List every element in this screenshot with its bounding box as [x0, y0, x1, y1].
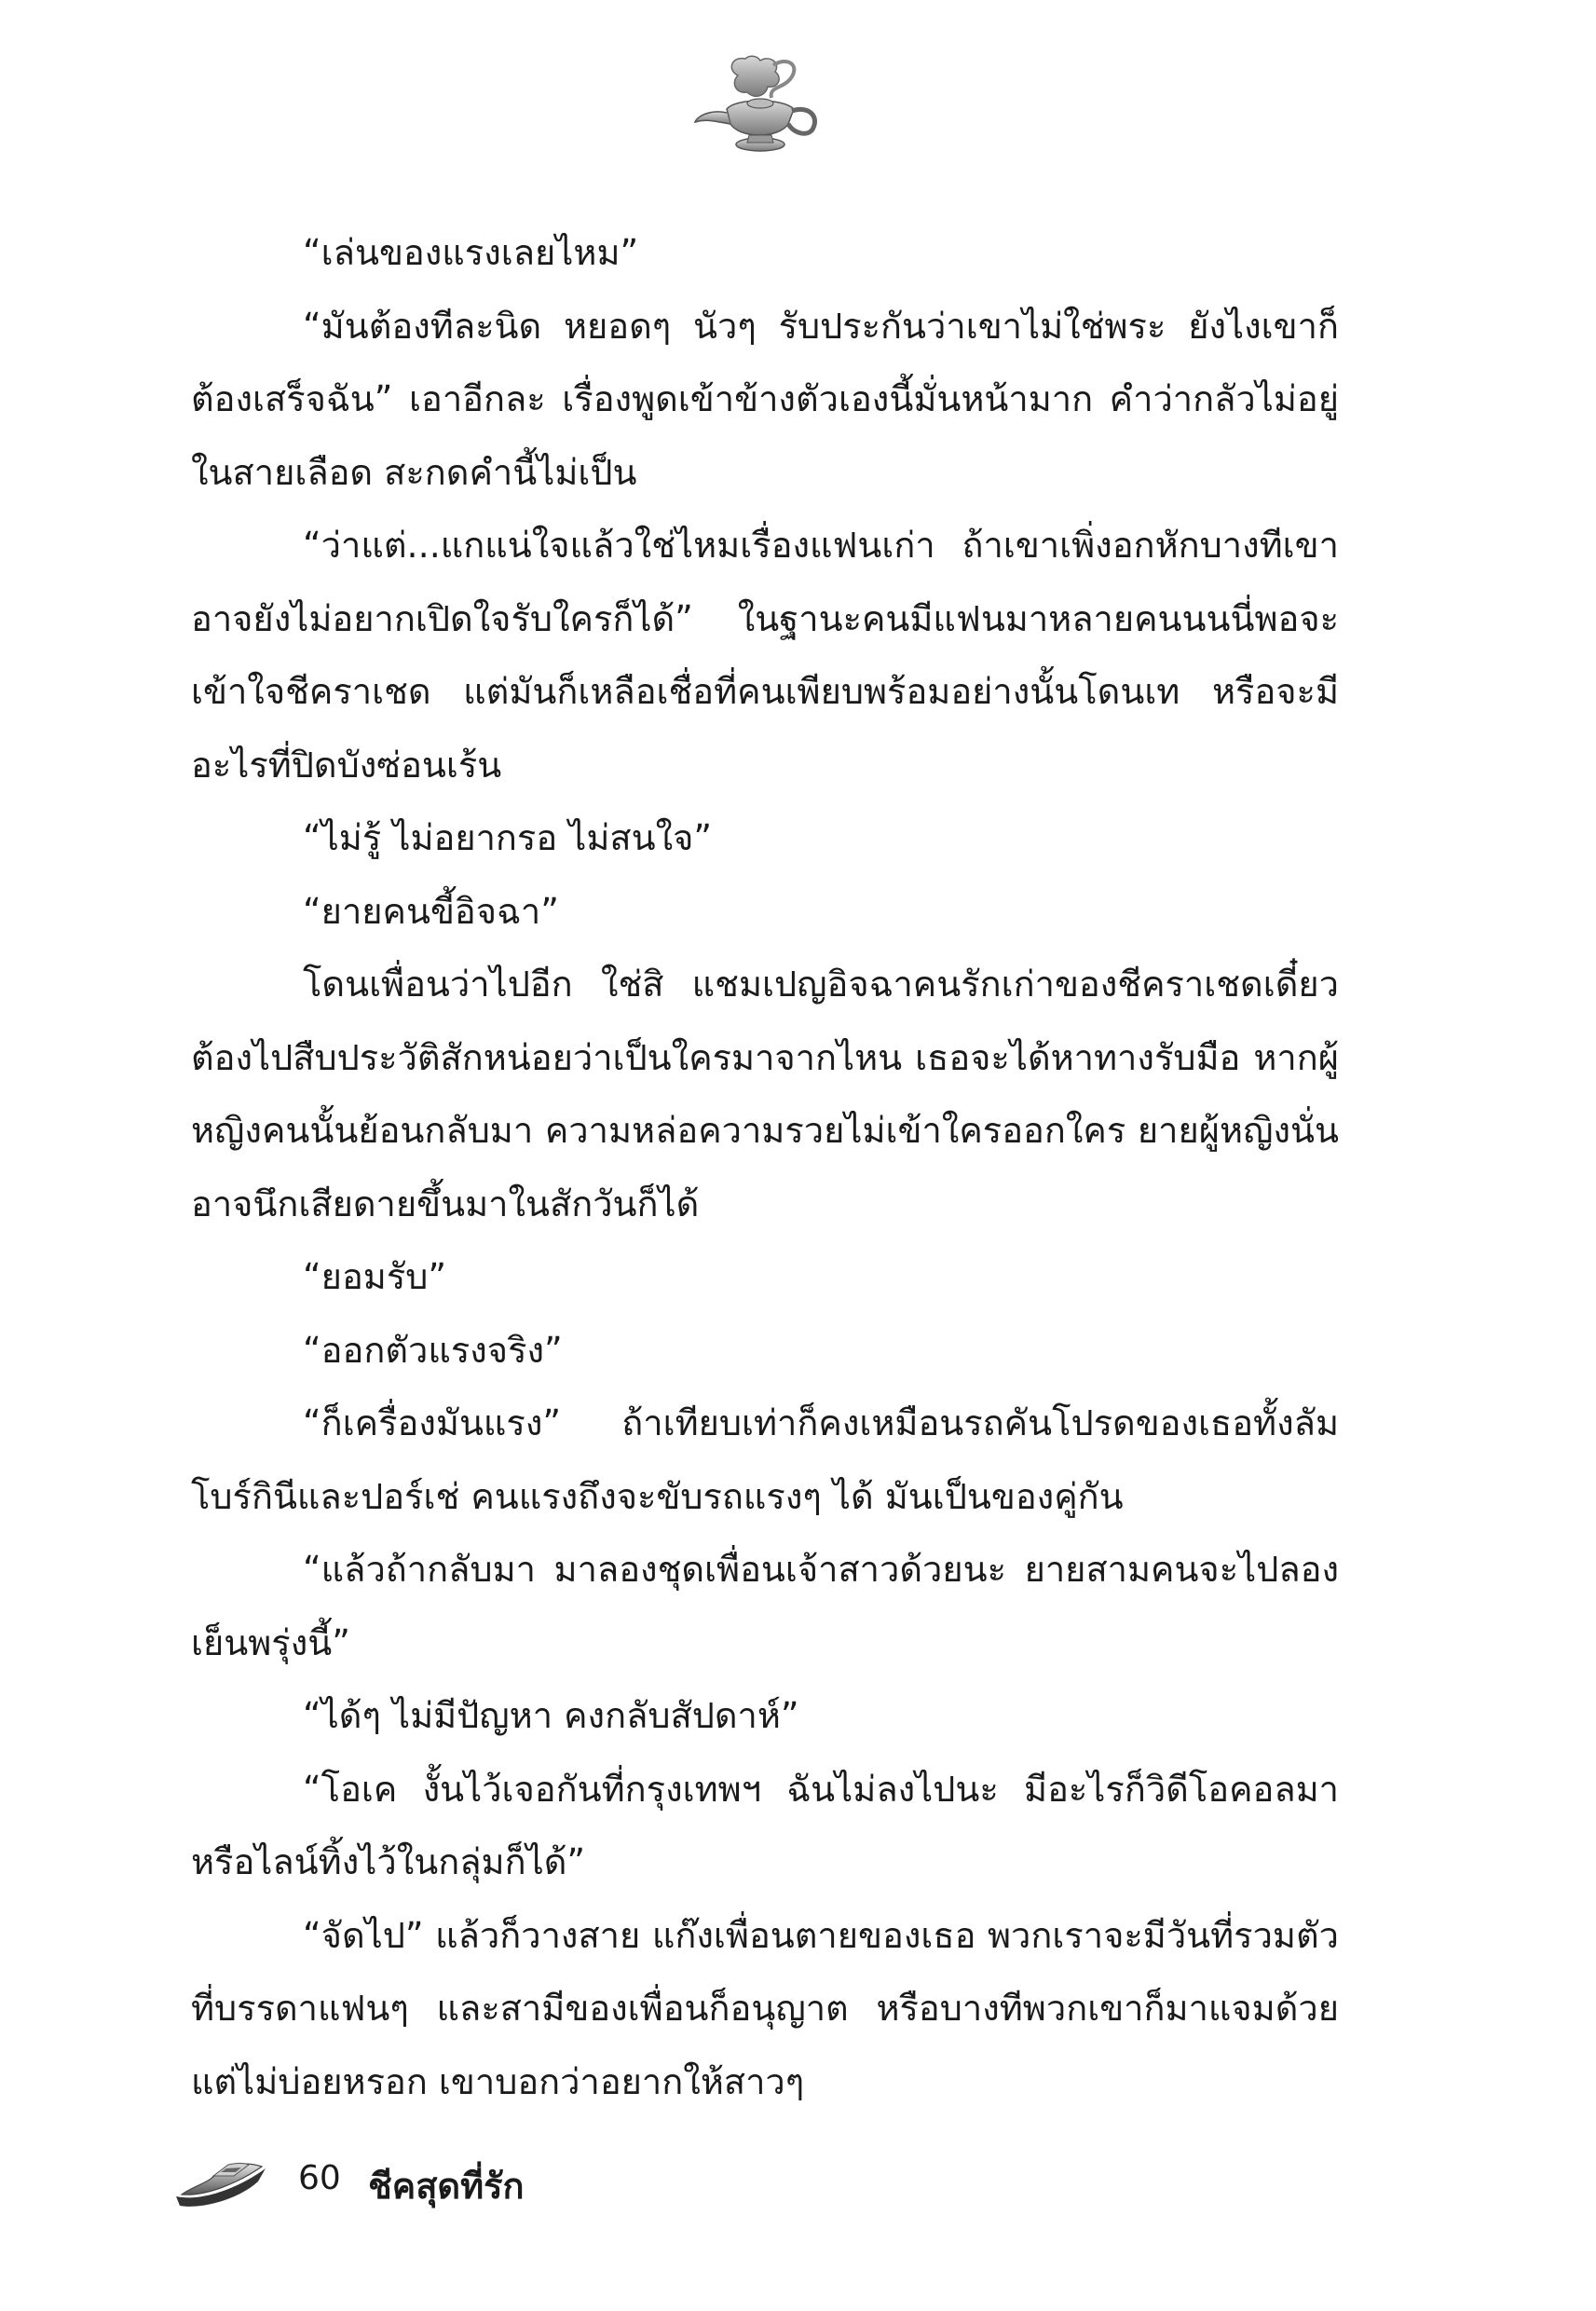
book-title: ชีคสุดที่รัก — [368, 2166, 525, 2207]
paragraph: “ออกตัวแรงจริง” — [303, 1329, 563, 1371]
paragraph: “เล่นของแรงเลยไหม” — [303, 232, 639, 273]
yacht-icon — [172, 2148, 270, 2213]
paragraph: “แล้วถ้ากลับมา มาลองชุดเพื่อนเจ้าสาวด้วยนะ ยายสามคนจะไปลองเย็นพรุ่งนี้” — [191, 1549, 1339, 1663]
paragraph: “มันต้องทีละนิด หยอดๆ นัวๆ รับประกันว่าเขาไม่ใช่พระ ยังไงเขาก็ต้องเสร็จฉัน” เอาอีกละ เรื่องพูดเข้าข้างตัวเองนี้มั่นหน้ามาก คำว่ากลัวไม่อยู่ในสายเลือด สะกดคำนี้ไม่เป็น — [191, 305, 1339, 493]
paragraph: “ก็เครื่องมันแรง” ถ้าเทียบเท่าก็คงเหมือนรถคันโปรดของเธอทั้งลัมโบร์กินีและปอร์เช่ คนแรงถึงจะขับรถแรงๆ ได้ มันเป็นของคู่กัน — [191, 1402, 1339, 1517]
paragraph: “ไม่รู้ ไม่อยากรอ ไม่สนใจ” — [303, 817, 713, 858]
paragraph: “ยอมรับ” — [303, 1256, 447, 1297]
paragraph: “จัดไป” แล้วก็วางสาย แก๊งเพื่อนตายของเธอ พวกเราจะมีวันที่รวมตัวที่บรรดาแฟนๆ และสามีของเพื่อนก็อนุญาต หรือบางทีพวกเขาก็มาแจมด้วย แต่ไม่บ่อยหรอก เขาบอกว่าอยากให้สาวๆ — [191, 1914, 1339, 2102]
body-text — [191, 216, 1339, 2118]
genie-lamp-icon — [689, 51, 829, 163]
paragraph: “ว่าแต่...แกแน่ใจแล้วใช่ไหมเรื่องแฟนเก่า ถ้าเขาเพิ่งอกหักบางทีเขาอาจยังไม่อยากเปิดใจรับใครก็ได้” ในฐานะคนมีแฟนมาหลายคนนนนี่พอจะเข้าใจชีคราเชด แต่มันก็เหลือเชื่อที่คนเพียบพร้อมอย่างนั้นโดนเท หรือจะมีอะไรที่ปิดบังซ่อนเร้น — [191, 525, 1339, 786]
paragraph: “ได้ๆ ไม่มีปัญหา คงกลับสัปดาห์” — [303, 1695, 799, 1736]
page-number: 60 — [298, 2159, 341, 2197]
page-footer — [172, 2148, 731, 2213]
paragraph: “โอเค งั้นไว้เจอกันที่กรุงเทพฯ ฉันไม่ลงไปนะ มีอะไรก็วิดีโอคอลมา หรือไลน์ทิ้งไว้ในกลุ่มก็ได้” — [191, 1768, 1339, 1882]
paragraph: โดนเพื่อนว่าไปอีก ใช่สิ แชมเปญอิจฉาคนรักเก่าของชีคราเชดเดี๋ยวต้องไปสืบประวัติสักหน่อยว่าเป็นใครมาจากไหน เธอจะได้หาทางรับมือ หากผู้หญิงคนนั้นย้อนกลับมา ความหล่อความรวยไม่เข้าใครออกใคร ยายผู้หญิงนั่นอาจนึกเสียดายขึ้นมาในสักวันก็ได้ — [191, 964, 1339, 1224]
paragraph: “ยายคนขี้อิจฉา” — [303, 890, 559, 932]
